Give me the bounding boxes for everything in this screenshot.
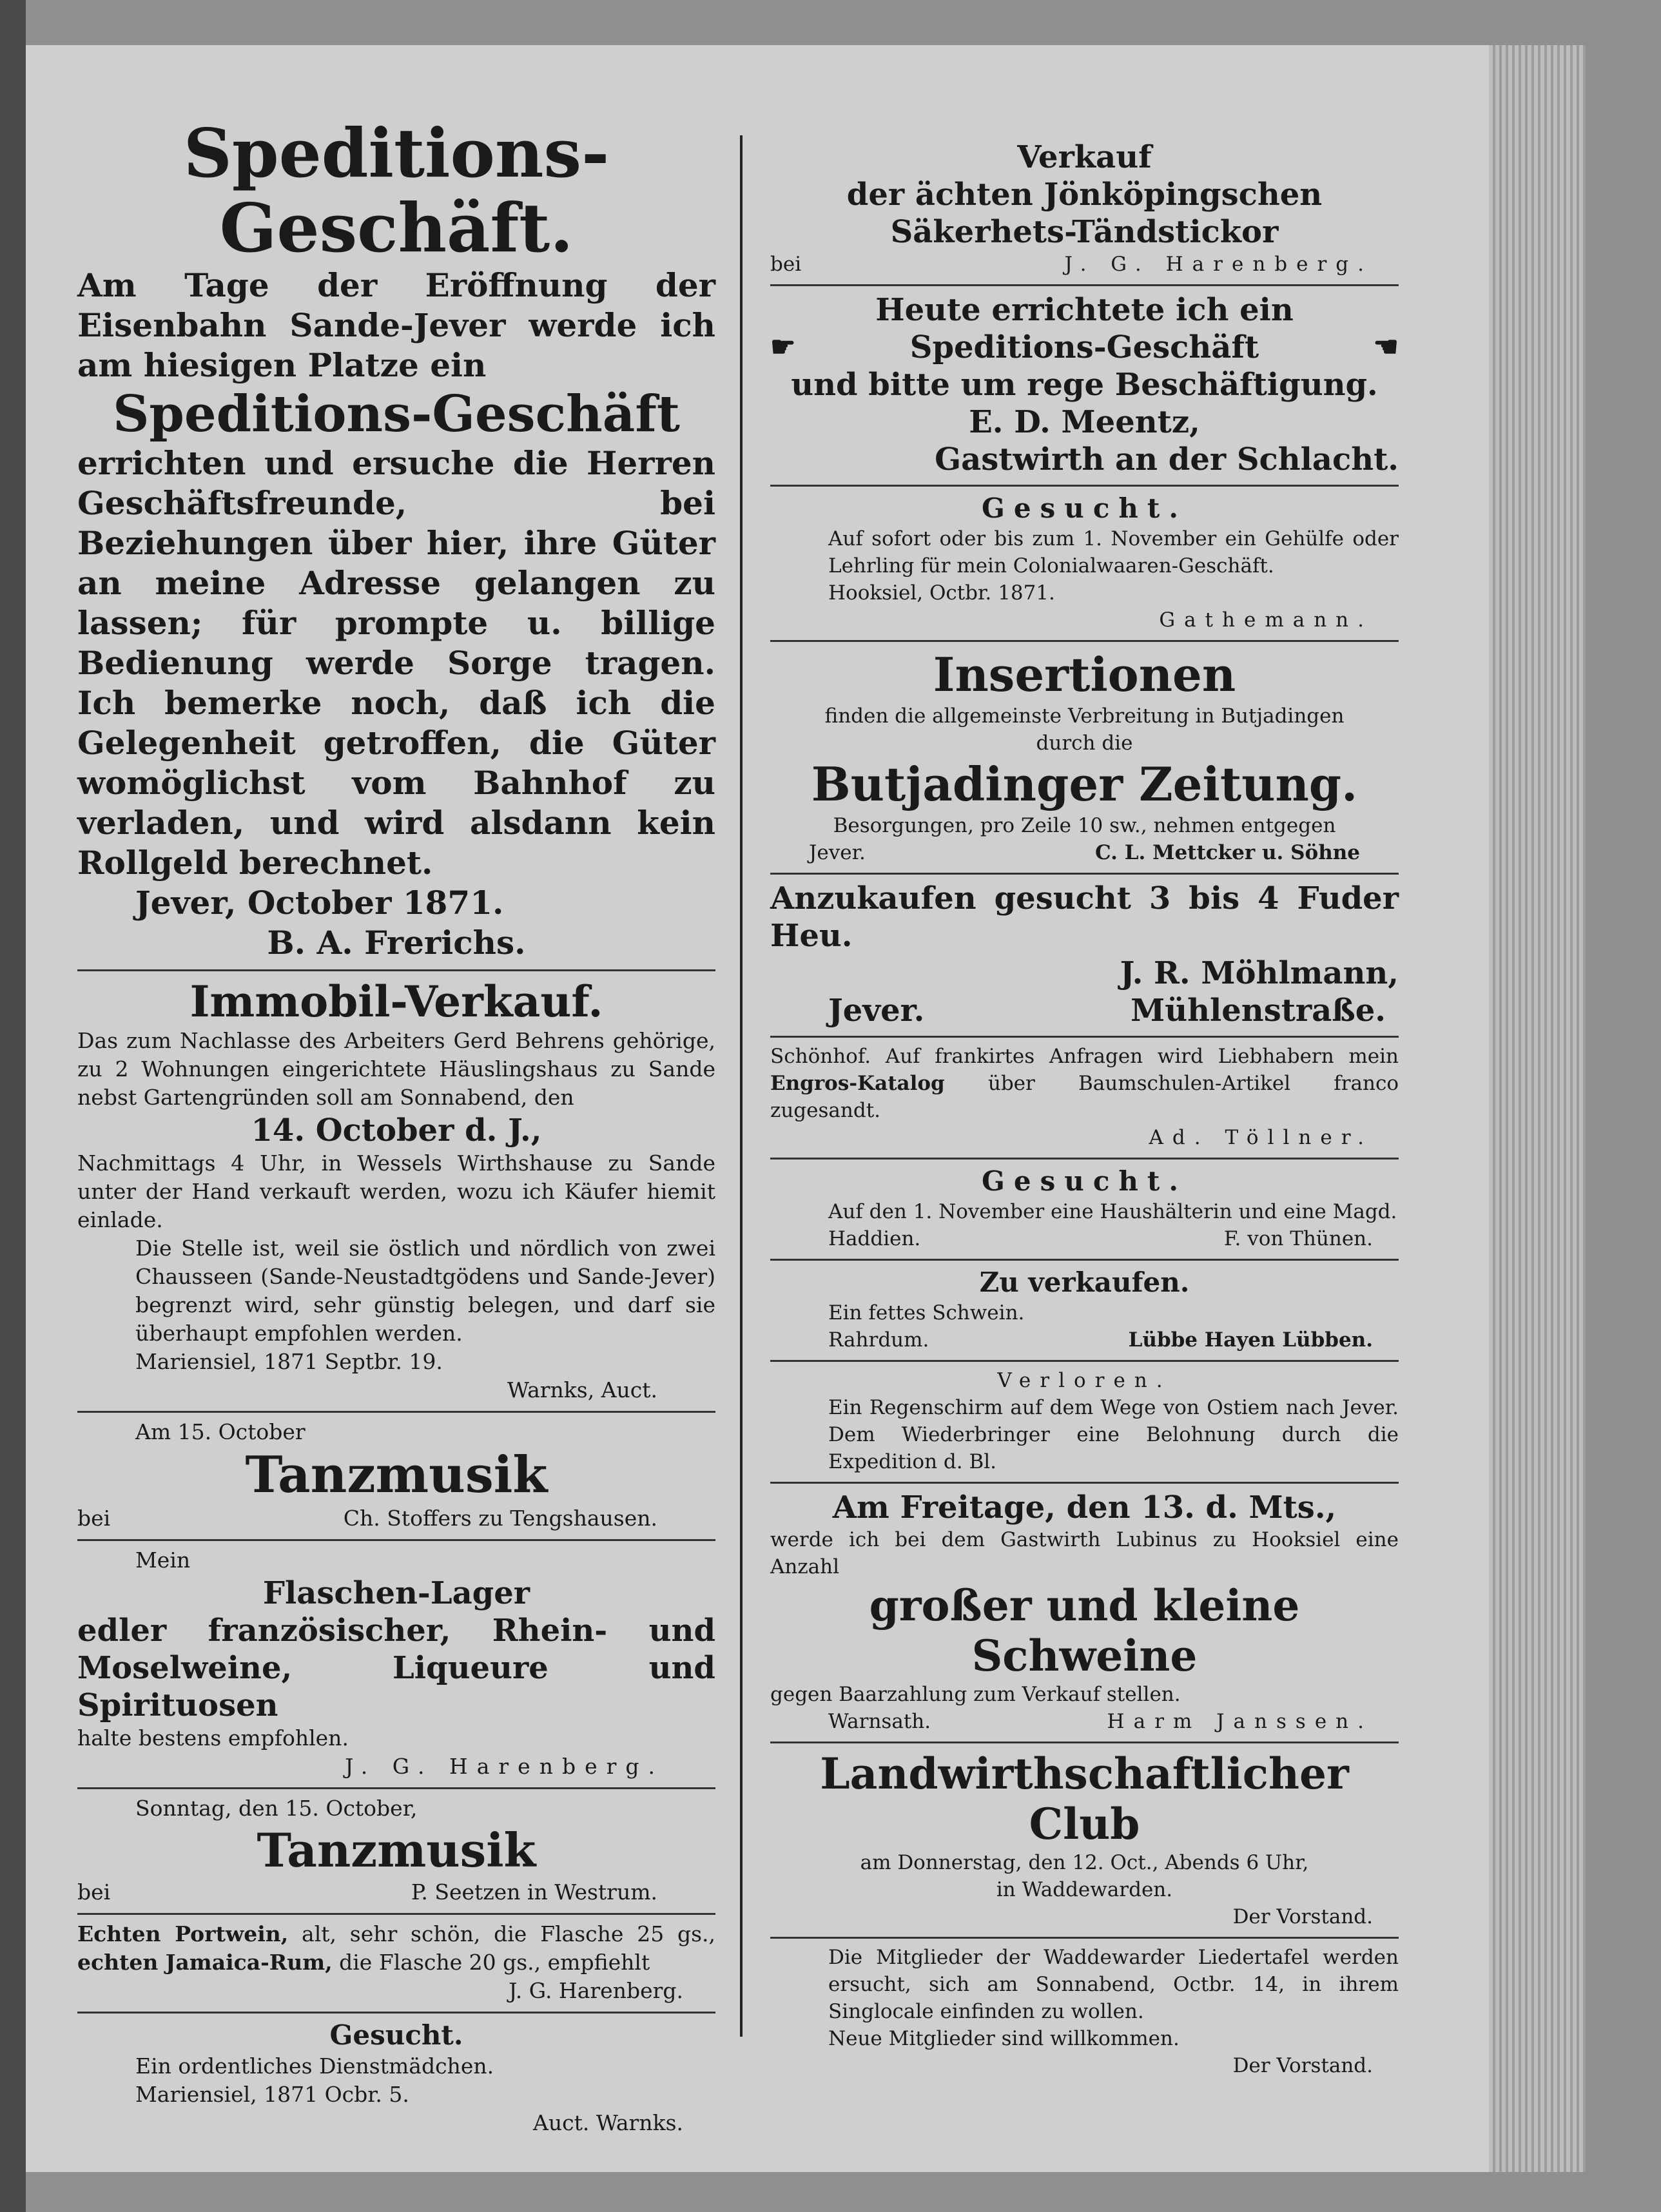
divider: [77, 1787, 715, 1789]
ad-body: Die Mitglieder der Waddewarder Liedertafel werden ersucht, sich am Sonnabend, Octbr. 14, in ihrem Singlocale einfinden zu wollen.: [828, 1946, 1399, 2023]
ad-gesucht-gathemann: [770, 492, 1399, 634]
ad-signature: Ad. Töllner.: [1149, 1126, 1373, 1149]
ad-title: Flaschen-Lager: [262, 1575, 530, 1611]
divider: [770, 1036, 1399, 1038]
ad-body: [77, 1920, 715, 1977]
divider: [770, 640, 1399, 642]
ad-body: Nachmittags 4 Uhr, in Wessels Wirthshause zu Sande unter der Hand verkauft werden, wozu ich Käufer hiemit einlade.: [77, 1150, 715, 1232]
ad-signature: Harm Janssen.: [1107, 1710, 1373, 1733]
ad-line: Speditions-Geschäft: [909, 329, 1259, 365]
ad-title: Am Freitage, den 13. d. Mts.,: [832, 1489, 1337, 1526]
ad-title: Landwirthschaftlicher Club: [820, 1749, 1349, 1849]
ad-body-part: die Flasche 20 gs., empfiehlt: [332, 1950, 650, 1975]
ad-seller: J. G. Harenberg.: [1064, 253, 1373, 276]
ad-lead: echten Jamaica-Rum,: [77, 1950, 333, 1975]
ad-title: Verloren.: [997, 1369, 1172, 1392]
ad-body: in Waddewarden.: [996, 1878, 1173, 1901]
ad-signature: B. A. Frerichs.: [267, 924, 526, 962]
ad-name: E. D. Meentz,: [969, 404, 1200, 440]
ad-title: Zu verkaufen.: [979, 1266, 1190, 1298]
ad-seller-line: [770, 251, 1399, 278]
ad-heu: [770, 880, 1399, 1029]
ad-place: Jever.: [809, 841, 866, 864]
divider: [770, 284, 1399, 286]
right-column: [770, 139, 1399, 2079]
divider: [77, 1539, 715, 1541]
ad-title: Gesucht.: [982, 1165, 1187, 1197]
ad-place: Jever.: [828, 993, 925, 1029]
ad-line: Heute errichtete ich ein: [875, 292, 1294, 328]
divider: [77, 1913, 715, 1915]
page-edges: [1489, 45, 1586, 2172]
ad-body-part: alt, sehr schön, die Flasche 25 gs.,: [288, 1921, 716, 1946]
ad-line: der ächten Jönköpingschen: [846, 177, 1323, 213]
ad-signature: J. G. Harenberg.: [509, 1978, 683, 2003]
ad-bei: bei: [77, 1879, 111, 1905]
ad-flaschen-lager: [77, 1546, 715, 1781]
ad-host: P. Seetzen in Westrum.: [411, 1879, 657, 1905]
ad-body: errichten und ersuche die Herren Geschäftsfreunde, bei Beziehungen über hier, ihre Güter an meine Adresse gelangen zu lassen; für prompte u. billige Bedienung werde Sorge tragen. Ich bemerke noch, daß ich die Gelegenheit getroffen, die Güter womöglichst vom Bahnhof zu verladen, und wird alsdann kein Rollgeld berechnet.: [77, 444, 715, 882]
ad-speditions: [77, 113, 715, 963]
ad-signature: Der Vorstand.: [1232, 2054, 1373, 2077]
ad-body: werde ich bei dem Gastwirth Lubinus zu Hooksiel eine Anzahl: [770, 1528, 1399, 1578]
ad-date: 14. October d. J.,: [251, 1112, 542, 1149]
ad-body: finden die allgemeinste Verbreitung in Butjadingen: [824, 704, 1345, 728]
ad-title: Gesucht.: [982, 492, 1187, 524]
ad-body-part: über Baumschulen-Artikel franco zugesandt.: [770, 1072, 1399, 1122]
ad-liedertafel: [770, 1944, 1399, 2079]
ad-name: J. R. Möhlmann,: [1120, 955, 1399, 991]
ad-heading: großer und kleine Schweine: [869, 1580, 1300, 1681]
ad-body: Neue Mitglieder sind willkommen.: [828, 2027, 1180, 2050]
ad-body: Auf den 1. November eine Haushälterin und eine Magd.: [828, 1200, 1397, 1223]
ad-body: Das zum Nachlasse des Arbeiters Gerd Behrens gehörige, zu 2 Wohnungen eingerichtete Häuslingshaus zu Sande nebst Gartengründen soll am Sonnabend, den: [77, 1028, 715, 1110]
ad-place: Rahrdum.: [828, 1328, 929, 1352]
ad-title: Verkauf: [1017, 139, 1152, 175]
ad-toellner: [770, 1043, 1399, 1151]
divider: [770, 1937, 1399, 1939]
ad-title: Speditions-Geschäft.: [183, 113, 610, 267]
ad-line: Säkerhets-Tändstickor: [890, 214, 1279, 250]
pointing-hand-right-icon: ☛: [770, 331, 796, 364]
ad-signature: Auct. Warnks.: [533, 2110, 683, 2135]
ad-place-line: [770, 1225, 1399, 1252]
ad-immobil: [77, 976, 715, 1404]
ad-title: Tanzmusik: [245, 1446, 548, 1504]
ad-heading: Speditions-Geschäft: [113, 385, 680, 443]
ad-intro: Sonntag, den 15. October,: [135, 1796, 418, 1821]
ad-club: [770, 1749, 1399, 1930]
ad-signature: Warnks, Auct.: [507, 1377, 657, 1402]
ad-body-part: Schönhof. Auf frankirtes Anfragen wird Liebhabern mein: [770, 1045, 1399, 1068]
divider: [77, 969, 715, 971]
ad-gesucht-thuenen: [770, 1165, 1399, 1252]
ad-signature: F. von Thünen.: [1223, 1227, 1373, 1250]
ad-title: Immobil-Verkauf.: [189, 976, 603, 1027]
ad-place-line: [770, 1326, 1399, 1353]
pointing-hand-left-icon: ☚: [1373, 331, 1399, 364]
ad-bei: bei: [770, 253, 802, 276]
ad-body: Am Tage der Eröffnung der Eisenbahn Sande-Jever werde ich am hiesigen Platze ein: [77, 266, 715, 384]
ad-tail: halte bestens empfohlen.: [77, 1725, 349, 1751]
ad-portwein: [77, 1920, 715, 2005]
ad-place: Haddien.: [828, 1227, 921, 1250]
divider: [770, 1259, 1399, 1261]
ad-place: Mariensiel, 1871 Septbr. 19.: [135, 1349, 443, 1374]
ad-signature: Der Vorstand.: [1232, 1905, 1373, 1928]
ad-place: Mariensiel, 1871 Ocbr. 5.: [135, 2082, 409, 2107]
ad-place: Hooksiel, Octbr. 1871.: [828, 581, 1055, 605]
ad-body: Auf sofort oder bis zum 1. November ein Gehülfe oder Lehrling für mein Colonialwaaren-Geschäft.: [828, 527, 1399, 577]
book-spine: [0, 0, 26, 2212]
ad-host-line: [77, 1504, 715, 1533]
ad-intro: Am 15. October: [135, 1419, 306, 1444]
ad-body: [770, 1043, 1399, 1124]
left-column: [77, 113, 716, 2137]
divider: [770, 1741, 1399, 1743]
ad-signature: J. G. Harenberg.: [345, 1754, 664, 1779]
ad-body: gegen Baarzahlung zum Verkauf stellen.: [770, 1683, 1181, 1706]
ad-title: Gesucht.: [329, 2019, 463, 2051]
ad-lead: Echten Portwein,: [77, 1921, 289, 1946]
divider: [770, 1158, 1399, 1159]
ad-body: Die Stelle ist, weil sie östlich und nördlich von zwei Chausseen (Sande-Neustadtgödens und Sande-Jever) begrenzt wird, sehr günstig belegen, und darf sie überhaupt empfohlen werden.: [135, 1236, 715, 1346]
ad-body: Besorgungen, pro Zeile 10 sw., nehmen entgegen: [833, 814, 1336, 837]
ad-verkauf: [770, 139, 1399, 278]
ad-tanzmusik-2: [77, 1794, 715, 1906]
ad-title: Tanzmusik: [257, 1823, 536, 1877]
divider: [770, 873, 1399, 875]
ad-body: Ein fettes Schwein.: [828, 1301, 1025, 1324]
ad-role: Gastwirth an der Schlacht.: [935, 441, 1399, 478]
ad-intro: Mein: [135, 1547, 191, 1573]
ad-street: Mühlenstraße.: [1131, 993, 1386, 1029]
ad-agent-line: [770, 839, 1399, 866]
ad-place: Warnsath.: [828, 1710, 931, 1733]
ad-place-line: [770, 1708, 1399, 1735]
ad-host: Ch. Stoffers zu Tengshausen.: [343, 1506, 657, 1531]
ad-tanzmusik-1: [77, 1418, 715, 1533]
divider: [770, 1360, 1399, 1362]
ad-meentz: [770, 291, 1399, 478]
ad-bold: Engros-Katalog: [770, 1072, 945, 1095]
ad-paper: Butjadinger Zeitung.: [811, 757, 1358, 811]
ad-gesucht: [77, 2019, 715, 2137]
ad-line: und bitte um rege Beschäftigung.: [791, 367, 1378, 403]
ad-place-line: [770, 992, 1399, 1029]
ad-body: Ein ordentliches Dienstmädchen.: [135, 2053, 494, 2079]
ad-body: Ein Regenschirm auf dem Wege von Ostiem nach Jever. Dem Wiederbringer eine Belohnung durch die Expedition d. Bl.: [828, 1396, 1399, 1473]
ad-body: edler französischer, Rhein- und Moselweine, Liqueure und Spirituosen: [77, 1613, 715, 1723]
ad-line-with-hands: [770, 329, 1399, 366]
ad-schweine: [770, 1489, 1399, 1735]
ad-bei: bei: [77, 1506, 111, 1531]
divider: [77, 2012, 715, 2013]
ad-body: durch die: [1036, 732, 1133, 755]
ad-place: Jever, October 1871.: [135, 884, 504, 922]
divider: [77, 1411, 715, 1413]
ad-host-line: [77, 1878, 715, 1906]
ad-signature: Gathemann.: [1159, 608, 1373, 632]
divider: [770, 485, 1399, 487]
ad-zu-verkaufen: [770, 1266, 1399, 1353]
ad-body: Anzukaufen gesucht 3 bis 4 Fuder Heu.: [770, 880, 1399, 954]
ad-agent: C. L. Mettcker u. Söhne: [1095, 841, 1360, 864]
ad-body: am Donnerstag, den 12. Oct., Abends 6 Uhr,: [860, 1851, 1309, 1874]
column-rule: [740, 135, 743, 2037]
ad-verloren: [770, 1367, 1399, 1475]
ad-title: Insertionen: [933, 647, 1236, 702]
divider: [770, 1482, 1399, 1484]
ad-insertionen: [770, 647, 1399, 866]
ad-signature: Lübbe Hayen Lübben.: [1128, 1328, 1373, 1352]
